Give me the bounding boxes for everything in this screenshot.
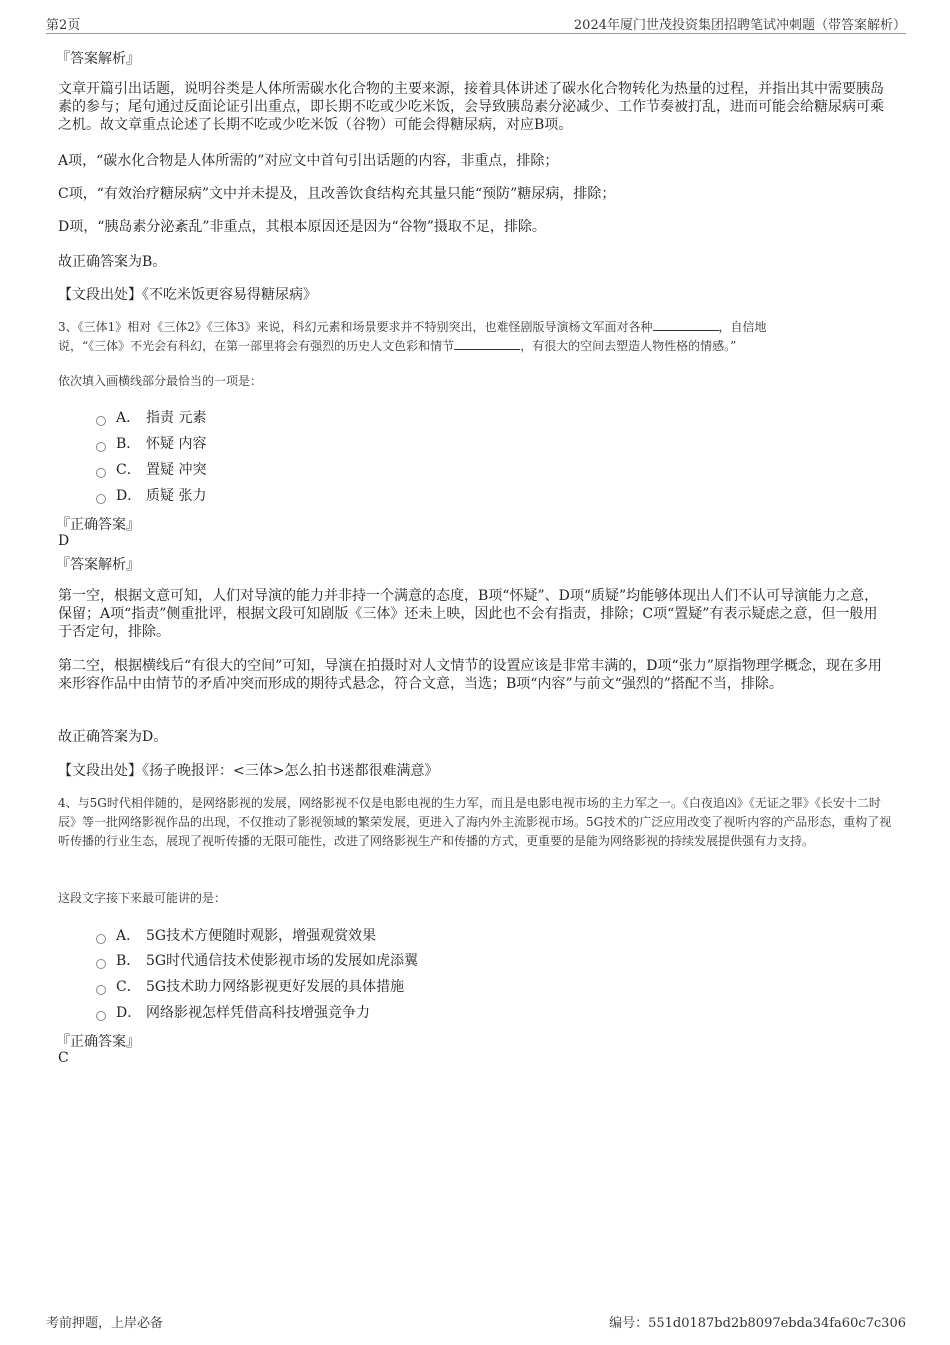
q3-source: 【文段出处】《扬子晚报评：<三体>怎么拍书迷都很难满意》 xyxy=(58,763,439,779)
page-number: 第2页 xyxy=(46,18,81,33)
q2-analysis-p2: A项，“碳水化合物是人体所需的”对应文中首句引出话题的内容，非重点，排除； xyxy=(58,153,559,169)
q3-option-c[interactable]: C． 置疑 冲突 xyxy=(96,460,206,478)
q3-option-a[interactable]: A． 指责 元素 xyxy=(96,408,206,426)
q2-source: 【文段出处】《不吃米饭更容易得糖尿病》 xyxy=(58,287,317,303)
q3-prompt: 依次填入画横线部分最恰当的一项是： xyxy=(58,374,263,388)
q2-analysis-p3: C项，“有效治疗糖尿病”文中并未提及，且改善饮食结构充其量只能“预防”糖尿病，排除； xyxy=(58,186,616,202)
footer-slogan: 考前押题，上岸必备 xyxy=(46,1316,164,1331)
q3-conclusion: 故正确答案为D。 xyxy=(58,729,168,745)
q2-analysis-p1: 文章开篇引出话题，说明谷类是人体所需碳水化合物的主要来源，接着具体讲述了碳水化合物转化为热量的过程，并指出其中需要胰岛素的参与；尾句通过反面论证引出重点，即长期不吃或少吃米饭，会导致胰岛素分泌减少、工作节奏被打乱，进而可能会给糖尿病可乘之机。故文章重点论述了长期不吃或少吃米饭（谷物）可能会得糖尿病，对应B项。 xyxy=(58,81,884,133)
q2-analysis-p4: D项，“胰岛素分泌紊乱”非重点，其根本原因还是因为“谷物”摄取不足，排除。 xyxy=(58,219,546,235)
footer-serial: 编号：551d0187bd2b8097ebda34fa60c7c306 xyxy=(609,1316,906,1331)
q4-stem: 4、与5G时代相伴随的，是网络影视的发展，网络影视不仅是电影电视的生力军，而且是电影电视市场的主力军之一。《白夜追凶》《无证之罪》《长安十二时辰》等一批网络影视作品的出现，不仅推动了影视领域的繁荣发展，更进入了海内外主流影视市场。5G技术的广泛应用改变了视听内容的产品形态，重构了视听传播的行业生态，展现了视听传播的无限可能性，改进了网络影视生产和传播的方式，更重要的是能为网络影视的持续发展提供强有力支持。 xyxy=(58,796,892,848)
radio-icon[interactable] xyxy=(96,959,106,969)
q3-analysis-p1: 第一空，根据文意可知，人们对导演的能力并非持一个满意的态度，B项“怀疑”、D项“质疑”均能够体现出人们不认可导演能力之意，保留；A项“指责”侧重批评，根据文段可知剧版《三体》还未上映，因此也不会有指责，排除；C项“置疑”有表示疑虑之意，但一般用于否定句，排除。 xyxy=(58,588,879,640)
q3-option-d[interactable]: D． 质疑 张力 xyxy=(96,486,206,504)
q4-answer-label: 『正确答案』 xyxy=(56,1034,140,1050)
q4-option-b[interactable]: B． 5G时代通信技术使影视市场的发展如虎添翼 xyxy=(96,951,418,969)
q3-answer-label: 『正确答案』 xyxy=(56,517,140,533)
radio-icon[interactable] xyxy=(96,468,106,478)
radio-icon[interactable] xyxy=(96,985,106,995)
q4-answer: C xyxy=(58,1050,69,1066)
q3-stem: 3、《三体1》相对《三体2》《三体3》来说，科幻元素和场景要求并不特别突出，也难怪剧版导演杨文军面对各种 ，自信地 说，“《三体》不光会有科幻，在第一部里将会有强烈的历史人文色彩和情节 ，有很大的空间去塑造人物性格的情感。” xyxy=(58,320,767,353)
radio-icon[interactable] xyxy=(96,1011,106,1021)
radio-icon[interactable] xyxy=(96,494,106,504)
q2-analysis-label: 『答案解析』 xyxy=(56,51,140,67)
q3-option-b[interactable]: B． 怀疑 内容 xyxy=(96,434,206,452)
document-title: 2024年厦门世茂投资集团招聘笔试冲刺题（带答案解析） xyxy=(573,18,906,33)
radio-icon[interactable] xyxy=(96,442,106,452)
q3-analysis-p2: 第二空，根据横线后“有很大的空间”可知，导演在拍摄时对人文情节的设置应该是非常丰满的，D项“张力”原指物理学概念，现在多用来形容作品中由情节的矛盾冲突而形成的期待式悬念，符合文意，当选；B项“内容”与前文“强烈的”搭配不当，排除。 xyxy=(58,658,882,692)
q4-prompt: 这段文字接下来最可能讲的是： xyxy=(58,891,227,905)
page-header xyxy=(46,12,906,34)
q3-analysis-label: 『答案解析』 xyxy=(56,557,140,573)
radio-icon[interactable] xyxy=(96,416,106,426)
q4-option-d[interactable]: D． 网络影视怎样凭借高科技增强竞争力 xyxy=(96,1003,370,1021)
q4-option-a[interactable]: A． 5G技术方便随时观影，增强观赏效果 xyxy=(96,926,376,944)
radio-icon[interactable] xyxy=(96,934,106,944)
q3-answer: D xyxy=(58,533,70,549)
q2-conclusion: 故正确答案为B。 xyxy=(58,254,167,270)
blank-1 xyxy=(653,319,719,331)
blank-2 xyxy=(454,338,520,350)
q4-option-c[interactable]: C． 5G技术助力网络影视更好发展的具体措施 xyxy=(96,977,404,995)
